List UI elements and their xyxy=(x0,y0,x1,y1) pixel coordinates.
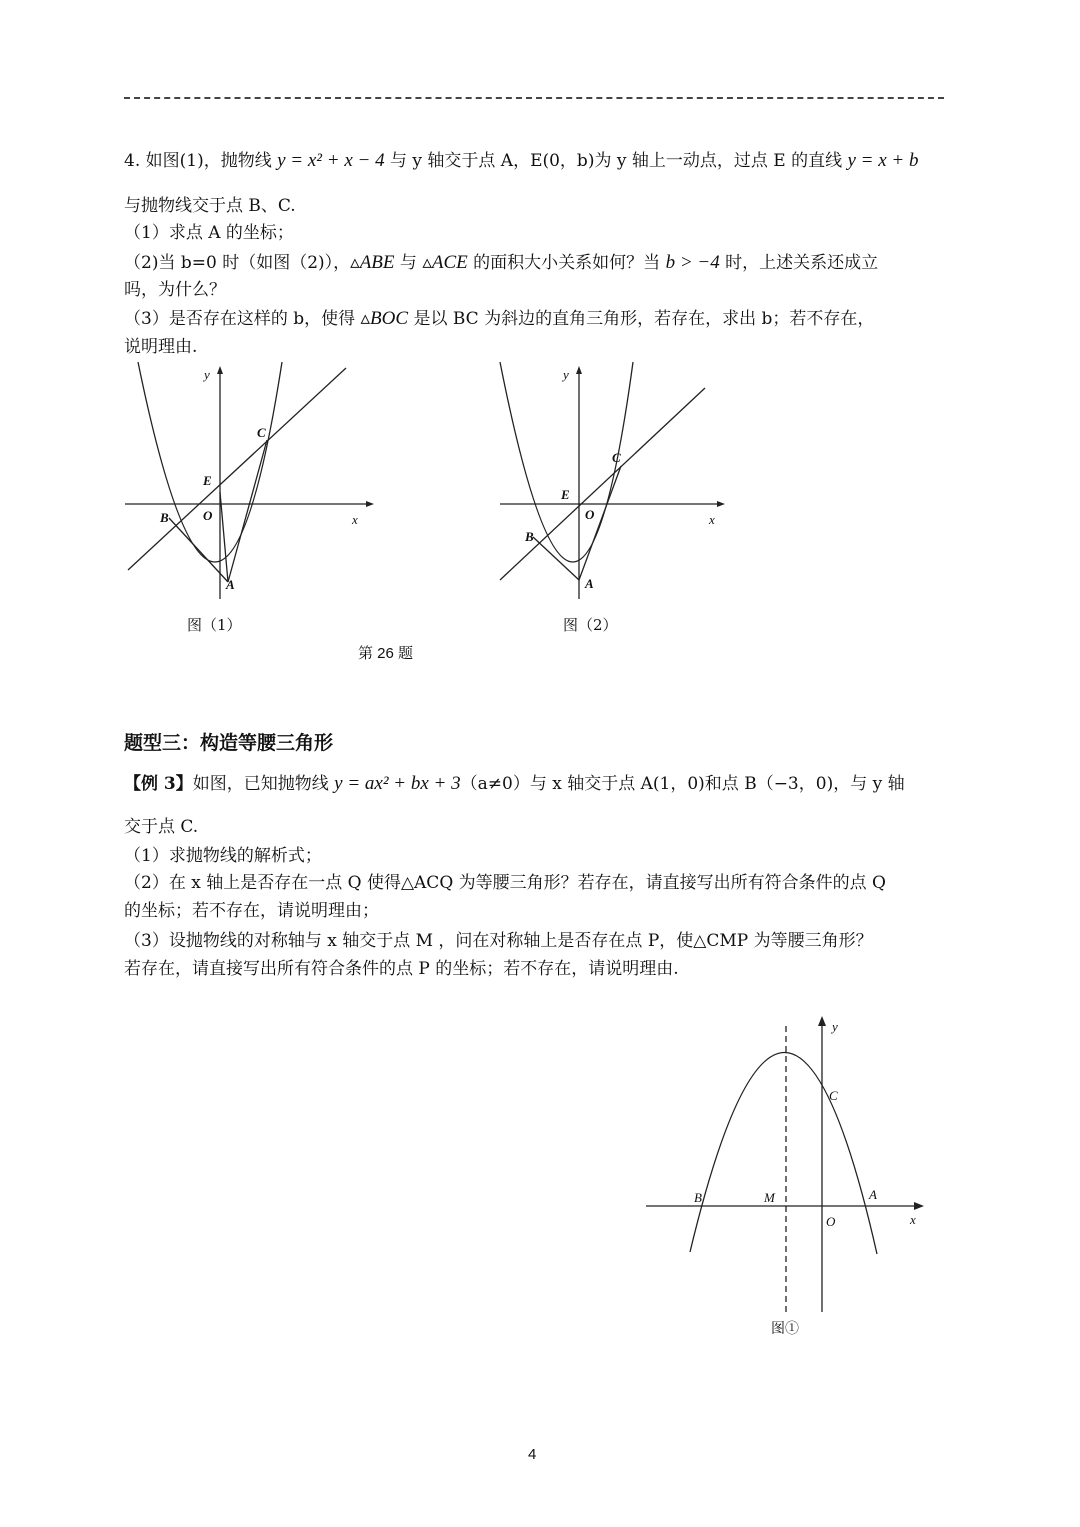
label-a: A xyxy=(585,576,594,591)
label-y: y xyxy=(204,367,210,382)
problem4-line1 xyxy=(124,150,919,172)
label-x: x xyxy=(352,512,358,527)
problem4-question3 xyxy=(124,308,874,330)
figure-3-caption: 图① xyxy=(771,1321,799,1337)
example3-line2: 交于点 C. xyxy=(124,817,199,837)
line-y-x-b xyxy=(128,368,346,570)
example-tag: 【例 3】 xyxy=(124,774,193,794)
parabola-equation: y = x² + x − 4 xyxy=(277,150,385,171)
line-y-x xyxy=(500,388,705,580)
problem4-question2-cont: 吗，为什么？ xyxy=(124,280,226,300)
x-axis-arrow xyxy=(366,501,374,507)
segment-ac xyxy=(579,466,621,580)
x-axis-arrow xyxy=(914,1202,924,1210)
label-c: C xyxy=(257,425,266,440)
label-e: E xyxy=(203,473,212,488)
example3-question1: （1）求抛物线的解析式； xyxy=(124,846,322,866)
label-m: M xyxy=(764,1190,775,1205)
problem4-line2: 与抛物线交于点 B、C. xyxy=(124,196,296,216)
label-a: A xyxy=(869,1187,877,1202)
label-b: B xyxy=(525,529,534,544)
label-b: B xyxy=(694,1190,702,1205)
figure-1 xyxy=(120,362,380,602)
example3-question2-cont: 的坐标；若不存在，请说明理由； xyxy=(124,901,379,921)
q2-text: 与 xyxy=(394,253,423,273)
example-equation: y = ax² + bx + 3 xyxy=(334,773,461,794)
problem4-question1: （1）求点 A 的坐标； xyxy=(124,223,294,243)
segment-ba xyxy=(533,537,579,580)
label-a: A xyxy=(226,577,235,592)
label-y: y xyxy=(563,367,569,382)
x-axis-arrow xyxy=(717,501,725,507)
label-x: x xyxy=(709,512,715,527)
label-o: O xyxy=(585,507,595,522)
triangle-boc: ▵BOC xyxy=(360,308,409,329)
segment-ac xyxy=(228,440,267,582)
figure-3 xyxy=(640,1012,930,1332)
header-dashed-rule xyxy=(124,97,944,99)
figure-2-caption: 图（2） xyxy=(563,616,618,634)
label-y: y xyxy=(832,1019,838,1034)
example3-question3-cont: 若存在，请直接写出所有符合条件的点 P 的坐标；若不存在，请说明理由. xyxy=(124,959,679,979)
label-c: C xyxy=(612,450,621,465)
problem4-question3-cont: 说明理由. xyxy=(124,337,198,357)
section-heading: 题型三：构造等腰三角形 xyxy=(124,732,334,754)
example3-line1 xyxy=(124,773,905,795)
y-axis-arrow xyxy=(576,366,582,374)
parabola-curve xyxy=(690,1052,877,1254)
page-number: 4 xyxy=(528,1446,537,1463)
triangle-ace: ▵ACE xyxy=(422,252,468,273)
label-o: O xyxy=(203,508,213,523)
label-o: O xyxy=(826,1214,836,1229)
label-c: C xyxy=(829,1088,838,1103)
y-axis-arrow xyxy=(818,1016,826,1026)
example3-question3: （3）设抛物线的对称轴与 x 轴交于点 M ，问在对称轴上是否存在点 P，使△CMP 为等腰三角形？ xyxy=(124,931,873,951)
segment-ba xyxy=(169,518,228,582)
q2-text: （2)当 b=0 时（如图（2)）， xyxy=(124,253,351,273)
figure-2 xyxy=(495,362,755,602)
problem4-question2 xyxy=(124,252,878,274)
problem4-text: 4. 如图(1)，抛物线 xyxy=(124,151,278,171)
condition-b: b > −4 xyxy=(665,252,720,273)
q3-text: 是以 BC 为斜边的直角三角形，若存在，求出 b；若不存在， xyxy=(408,309,875,329)
q3-text: （3）是否存在这样的 b，使得 xyxy=(124,309,361,329)
label-x: x xyxy=(910,1212,916,1227)
line-equation: y = x + b xyxy=(847,150,919,171)
triangle-abe: ▵ABE xyxy=(350,252,395,273)
example-text: （a≠0）与 x 轴交于点 A(1，0)和点 B（−3，0)，与 y 轴 xyxy=(460,774,905,794)
segment-ea xyxy=(220,492,228,582)
label-b: B xyxy=(160,510,169,525)
label-e: E xyxy=(561,487,570,502)
figure-1-caption: 图（1） xyxy=(187,616,242,634)
y-axis-arrow xyxy=(217,366,223,374)
example-text: 如图，已知抛物线 xyxy=(192,774,335,794)
example3-question2: （2）在 x 轴上是否存在一点 Q 使得△ACQ 为等腰三角形？若存在，请直接写出所有符合条件的点 Q xyxy=(124,873,886,893)
q2-text: 时，上述关系还成立 xyxy=(719,253,879,273)
q2-text: 的面积大小关系如何？当 xyxy=(467,253,666,273)
problem-caption: 第 26 题 xyxy=(358,645,414,662)
problem4-text: 与 y 轴交于点 A，E(0，b)为 y 轴上一动点，过点 E 的直线 xyxy=(384,151,848,171)
